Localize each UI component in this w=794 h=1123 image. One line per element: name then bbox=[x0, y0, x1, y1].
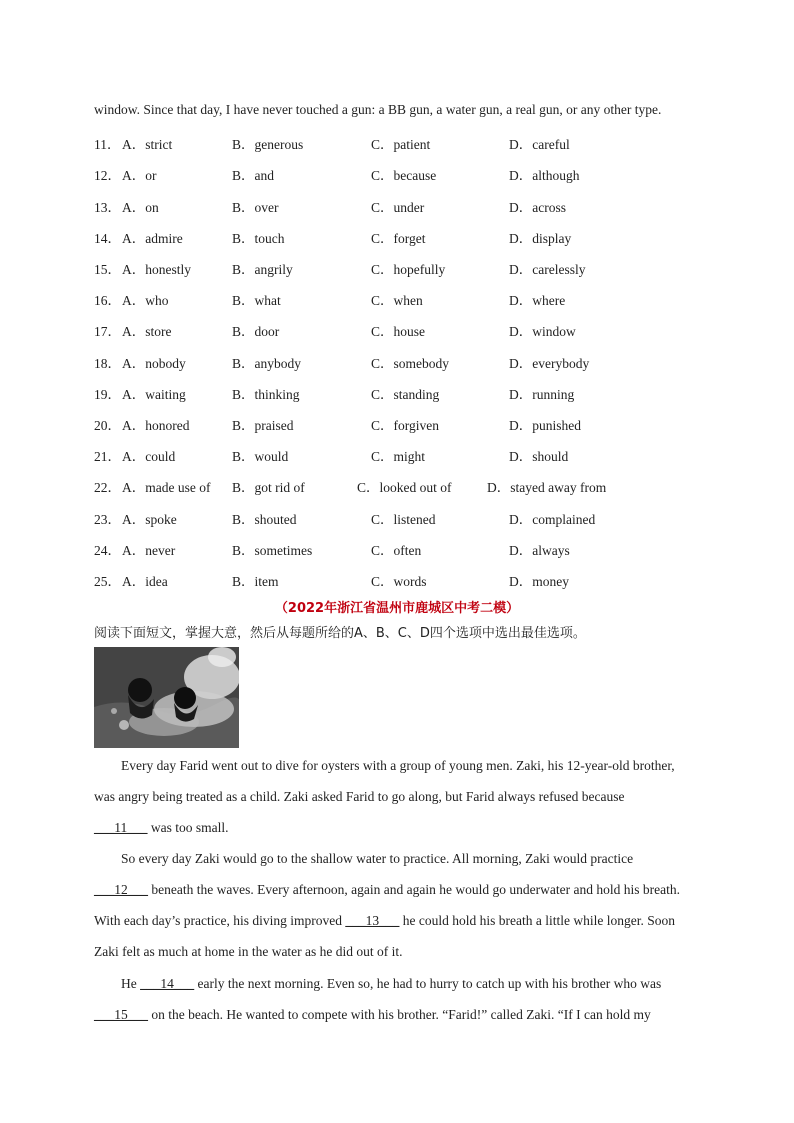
question-number: 13． bbox=[94, 200, 121, 215]
option-b[interactable]: B．and bbox=[232, 168, 274, 183]
option-d[interactable]: D．complained bbox=[509, 512, 596, 527]
instructions: 阅读下面短文，掌握大意，然后从每题所给的A、B、C、D四个选项中选出最佳选项。 bbox=[94, 626, 586, 641]
option-b[interactable]: B．over bbox=[232, 200, 279, 215]
question-row bbox=[94, 445, 714, 465]
question-row bbox=[94, 476, 714, 496]
option-a[interactable]: A．honestly bbox=[122, 262, 191, 277]
option-b[interactable]: B．would bbox=[232, 449, 289, 464]
two-swimmers-photo bbox=[94, 647, 239, 748]
question-number: 14． bbox=[94, 231, 121, 246]
question-number: 12． bbox=[94, 168, 121, 183]
blank-13: ___13___ bbox=[345, 913, 400, 928]
option-c[interactable]: C．words bbox=[371, 574, 427, 589]
question-row bbox=[94, 383, 714, 403]
passage-line bbox=[94, 944, 706, 960]
option-b[interactable]: B．sometimes bbox=[232, 543, 313, 558]
option-a[interactable]: A．spoke bbox=[122, 512, 177, 527]
paragraph-text: early the next morning. Even so, he had to hurry to catch up with his brother who was bbox=[194, 976, 662, 991]
option-b[interactable]: B．touch bbox=[232, 231, 285, 246]
option-b[interactable]: B．generous bbox=[232, 137, 304, 152]
option-a[interactable]: A．made use of bbox=[122, 480, 211, 495]
question-number: 24． bbox=[94, 543, 121, 558]
option-c[interactable]: C．forget bbox=[371, 231, 426, 246]
paragraph-text: was too small. bbox=[147, 820, 229, 835]
option-d[interactable]: D．careful bbox=[509, 137, 570, 152]
question-number: 15． bbox=[94, 262, 121, 277]
option-a[interactable]: A．could bbox=[122, 449, 176, 464]
passage-line bbox=[94, 1007, 706, 1023]
option-c[interactable]: C．listened bbox=[371, 512, 436, 527]
question-number: 19． bbox=[94, 387, 121, 402]
option-d[interactable]: D．running bbox=[509, 387, 575, 402]
option-b[interactable]: B．what bbox=[232, 293, 281, 308]
paragraph-text: he could hold his breath a little while longer. Soon bbox=[399, 913, 675, 928]
question-row bbox=[94, 164, 714, 184]
question-number: 21． bbox=[94, 449, 121, 464]
paragraph-text: on the beach. He wanted to compete with his brother. “Farid!” called Zaki. “If I can hold my bbox=[148, 1007, 651, 1022]
source-title: （2022年浙江省温州市鹿城区中考二模） bbox=[274, 601, 520, 616]
question-number: 20． bbox=[94, 418, 121, 433]
option-b[interactable]: B．item bbox=[232, 574, 279, 589]
passage-line bbox=[94, 820, 706, 836]
blank-14: ___14___ bbox=[140, 976, 195, 991]
question-number: 11． bbox=[94, 137, 121, 152]
option-a[interactable]: A．waiting bbox=[122, 387, 186, 402]
option-d[interactable]: D．window bbox=[509, 324, 576, 339]
question-number: 25． bbox=[94, 574, 121, 589]
option-c[interactable]: C．often bbox=[371, 543, 422, 558]
question-row bbox=[94, 289, 714, 309]
paragraph-text: So every day Zaki would go to the shallow water to practice. All morning, Zaki would practice bbox=[121, 851, 634, 866]
option-c[interactable]: C．under bbox=[371, 200, 425, 215]
option-a[interactable]: A．or bbox=[122, 168, 157, 183]
option-d[interactable]: D．always bbox=[509, 543, 570, 558]
option-d[interactable]: D．stayed away from bbox=[487, 480, 607, 495]
option-c[interactable]: C．because bbox=[371, 168, 437, 183]
option-b[interactable]: B．anybody bbox=[232, 356, 301, 371]
option-b[interactable]: B．got rid of bbox=[232, 480, 305, 495]
option-c[interactable]: C．house bbox=[371, 324, 425, 339]
question-row bbox=[94, 570, 714, 590]
paragraph-text: With each day’s practice, his diving improved bbox=[94, 913, 346, 928]
question-row bbox=[94, 133, 714, 153]
question-number: 16． bbox=[94, 293, 121, 308]
option-d[interactable]: D．although bbox=[509, 168, 580, 183]
option-a[interactable]: A．never bbox=[122, 543, 176, 558]
question-row bbox=[94, 227, 714, 247]
option-a[interactable]: A．on bbox=[122, 200, 159, 215]
paragraph-text: He bbox=[121, 976, 141, 991]
blank-11: ___11___ bbox=[94, 820, 148, 835]
passage-top-line: window. Since that day, I have never touched a gun: a BB gun, a water gun, a real gun, or any other type. bbox=[94, 102, 662, 117]
option-c[interactable]: C．somebody bbox=[371, 356, 450, 371]
question-row bbox=[94, 320, 714, 340]
option-d[interactable]: D．everybody bbox=[509, 356, 590, 371]
question-row bbox=[94, 539, 714, 559]
question-number: 17． bbox=[94, 324, 121, 339]
paragraph-text: Every day Farid went out to dive for oysters with a group of young men. Zaki, his 12-year-old brother, bbox=[121, 758, 675, 773]
option-d[interactable]: D．across bbox=[509, 200, 566, 215]
question-number: 18． bbox=[94, 356, 121, 371]
option-d[interactable]: D．where bbox=[509, 293, 566, 308]
option-d[interactable]: D．money bbox=[509, 574, 569, 589]
option-a[interactable]: A．who bbox=[122, 293, 169, 308]
question-row bbox=[94, 258, 714, 278]
question-row bbox=[94, 414, 714, 434]
passage-line bbox=[94, 913, 706, 929]
passage-line bbox=[121, 851, 733, 867]
option-d[interactable]: D．should bbox=[509, 449, 569, 464]
paragraph-text: beneath the waves. Every afternoon, again and again he would go underwater and hold his breath. bbox=[148, 882, 680, 897]
option-b[interactable]: B．shouted bbox=[232, 512, 297, 527]
option-d[interactable]: D．punished bbox=[509, 418, 581, 433]
question-number: 23． bbox=[94, 512, 121, 527]
option-c[interactable]: C．looked out of bbox=[357, 480, 452, 495]
question-row bbox=[94, 352, 714, 372]
passage-line bbox=[94, 789, 706, 805]
option-d[interactable]: D．display bbox=[509, 231, 572, 246]
paragraph-text: was angry being treated as a child. Zaki asked Farid to go along, but Farid always refused because bbox=[94, 789, 625, 804]
option-b[interactable]: B．thinking bbox=[232, 387, 300, 402]
passage-line bbox=[94, 882, 706, 898]
passage-line bbox=[121, 976, 733, 992]
option-a[interactable]: A．nobody bbox=[122, 356, 186, 371]
option-a[interactable]: A．idea bbox=[122, 574, 168, 589]
blank-12: ___12___ bbox=[94, 882, 148, 897]
option-a[interactable]: A．honored bbox=[122, 418, 190, 433]
option-c[interactable]: C．might bbox=[371, 449, 426, 464]
option-c[interactable]: C．forgiven bbox=[371, 418, 439, 433]
option-a[interactable]: A．strict bbox=[122, 137, 173, 152]
option-b[interactable]: B．door bbox=[232, 324, 280, 339]
paragraph-text: Zaki felt as much at home in the water as he did out of it. bbox=[94, 944, 403, 959]
option-a[interactable]: A．store bbox=[122, 324, 172, 339]
question-row bbox=[94, 508, 714, 528]
option-c[interactable]: C．when bbox=[371, 293, 423, 308]
option-c[interactable]: C．patient bbox=[371, 137, 431, 152]
passage-line bbox=[121, 758, 733, 774]
option-b[interactable]: B．angrily bbox=[232, 262, 293, 277]
blank-15: ___15___ bbox=[94, 1007, 148, 1022]
option-c[interactable]: C．standing bbox=[371, 387, 440, 402]
option-d[interactable]: D．carelessly bbox=[509, 262, 586, 277]
option-c[interactable]: C．hopefully bbox=[371, 262, 446, 277]
question-row bbox=[94, 196, 714, 216]
option-a[interactable]: A．admire bbox=[122, 231, 183, 246]
question-number: 22． bbox=[94, 480, 121, 495]
option-b[interactable]: B．praised bbox=[232, 418, 294, 433]
